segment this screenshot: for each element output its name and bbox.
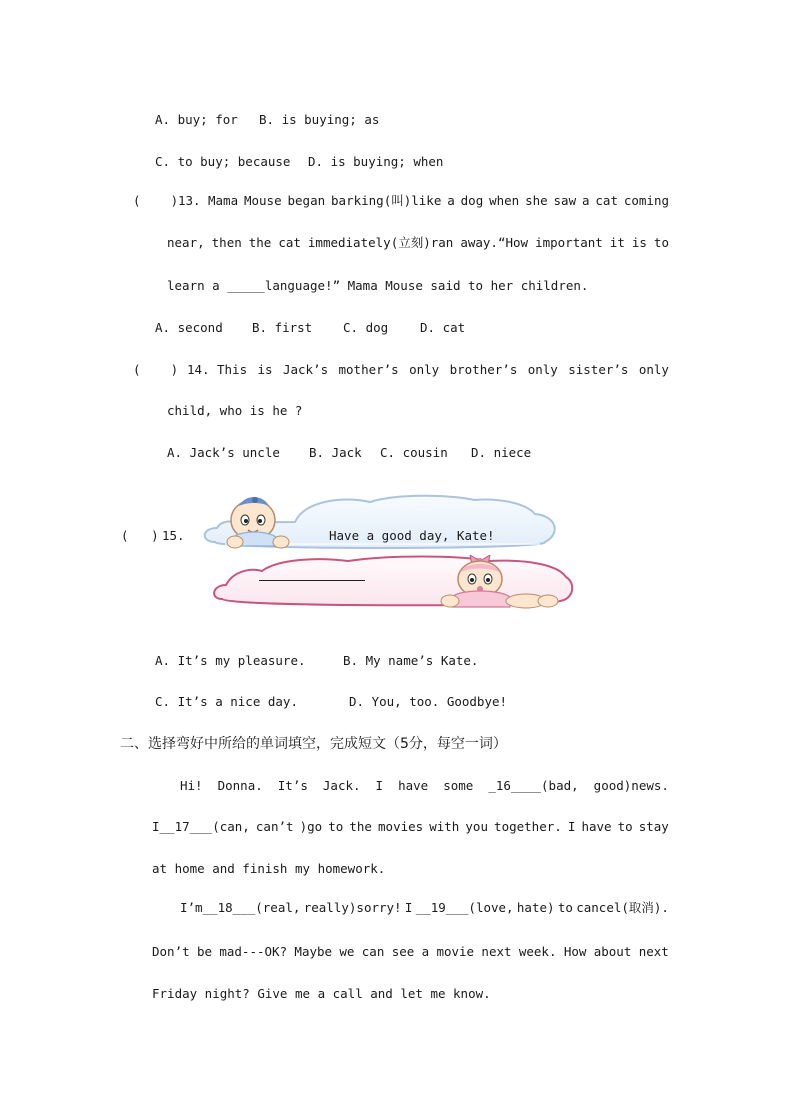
word: to [328, 819, 344, 834]
word: dog [460, 193, 484, 208]
word: Donna. [217, 778, 263, 793]
q15-option-a: A. It’s my pleasure. [155, 653, 306, 668]
word: only [409, 362, 440, 377]
word: have [398, 778, 429, 793]
word: I__17___(can, [152, 819, 250, 834]
word: How [563, 944, 587, 959]
word: __19___(love, [415, 900, 514, 915]
passage-p2-line1 [180, 900, 669, 916]
q12-option-a: A. buy; for [155, 112, 238, 127]
q13-option-c: C. dog [343, 320, 389, 335]
word: Jack’s [282, 362, 329, 377]
word: I [404, 900, 413, 915]
word: Maybe [294, 944, 333, 959]
word: have [581, 819, 612, 834]
word: movies [378, 819, 424, 834]
speech-bubble-text: Have a good day, Kate! [329, 528, 495, 543]
word: movie [436, 944, 475, 959]
word: together. [494, 819, 562, 834]
word: the [349, 819, 372, 834]
word: a [447, 193, 455, 208]
word: to [653, 235, 669, 250]
word: good)news. [593, 778, 669, 793]
word: coming [623, 193, 669, 208]
q14-option-a: A. Jack’s uncle [167, 445, 280, 460]
word: mad---OK? [219, 944, 288, 959]
word: to [617, 819, 633, 834]
word: week. [518, 944, 557, 959]
q13-line3: learn a _____language!” Mama Mouse said to her children. [167, 278, 589, 293]
word: cat [595, 193, 618, 208]
q15-answer-bracket[interactable]: ( ) [121, 528, 159, 543]
word: I’m__18___(real, [180, 900, 301, 915]
word: _16____(bad, [488, 778, 579, 793]
word: saw [553, 193, 577, 208]
word: can [361, 944, 385, 959]
speech-cloud-boy [195, 492, 565, 554]
word: stay [638, 819, 669, 834]
q14-answer-bracket[interactable]: ( ) [133, 362, 179, 377]
word: cancel(取消). [576, 900, 669, 915]
word: see [391, 944, 415, 959]
baby-girl-icon [430, 555, 570, 609]
q13-answer-bracket[interactable]: ( ) [133, 193, 179, 208]
word: Mama [208, 193, 239, 208]
word: when [489, 193, 520, 208]
passage-p2-line2 [152, 944, 669, 960]
q15-option-c: C. It’s a nice day. [155, 694, 298, 709]
word: can’t [255, 819, 294, 834]
q12-option-c: C. to buy; because [155, 154, 291, 169]
word: away.“How [460, 235, 529, 250]
q14-line1 [217, 362, 669, 378]
word: next [638, 944, 669, 959]
word: then [211, 235, 242, 250]
word: the [248, 235, 272, 250]
word: Hi! [180, 778, 203, 793]
word: a [421, 944, 430, 959]
word: is [257, 362, 273, 377]
word: a [581, 193, 590, 208]
q13-number: 13. [178, 193, 201, 208]
q14-number: 14. [187, 362, 210, 377]
word: she [525, 193, 548, 208]
q14-option-b: B. Jack [309, 445, 362, 460]
word: next [481, 944, 512, 959]
passage-p1-line3: at home and finish my homework. [152, 861, 386, 876]
q13-option-a: A. second [155, 320, 223, 335]
passage-p1-line2 [152, 819, 669, 835]
word: hate) [516, 900, 555, 915]
word: some [443, 778, 474, 793]
word: be [196, 944, 213, 959]
word: near, [167, 235, 205, 250]
q15-number: 15. [162, 528, 185, 543]
word: immediately(立刻)ran [307, 235, 454, 250]
q13-line2 [167, 235, 669, 251]
word: you [465, 819, 488, 834]
q14-option-c: C. cousin [380, 445, 448, 460]
q15-option-d: D. You, too. Goodbye! [349, 694, 508, 709]
word: to [557, 900, 573, 915]
word: we [339, 944, 355, 959]
word: )go [299, 819, 323, 834]
word: sister’s [568, 362, 629, 377]
word: I [567, 819, 576, 834]
word: Jack. [322, 778, 361, 793]
speech-cloud-girl [208, 555, 578, 611]
word: brother’s [449, 362, 518, 377]
q12-option-d: D. is buying; when [308, 154, 444, 169]
q13-option-d: D. cat [420, 320, 466, 335]
word: only [638, 362, 669, 377]
q13-line1 [208, 193, 669, 209]
word: cat [278, 235, 301, 250]
word: began [287, 193, 326, 208]
word: about [593, 944, 632, 959]
word: is [631, 235, 647, 250]
word: it [609, 235, 625, 250]
word: barking(叫)like [331, 193, 442, 208]
baby-boy-icon [225, 494, 315, 549]
word: Mouse [243, 193, 282, 208]
word: important [535, 235, 603, 250]
q15-option-b: B. My name’s Kate. [343, 653, 479, 668]
q14-option-d: D. niece [471, 445, 532, 460]
section-heading: 二、选择弯好中所给的单词填空，完成短文（5分，每空一词） [120, 736, 507, 752]
q13-option-b: B. first [252, 320, 313, 335]
word: with [429, 819, 460, 834]
word: I [375, 778, 384, 793]
word: Don’t [152, 944, 190, 959]
answer-blank-line[interactable] [259, 580, 365, 581]
word: only [527, 362, 558, 377]
word: really)sorry! [303, 900, 402, 915]
word: mother’s [338, 362, 399, 377]
passage-p2-line3: Friday night? Give me a call and let me know. [152, 986, 491, 1001]
word: This [217, 362, 248, 377]
q14-line2: child, who is he ? [167, 403, 303, 418]
word: It’s [277, 778, 308, 793]
passage-p1-line1 [180, 778, 669, 794]
q12-option-b: B. is buying; as [259, 112, 380, 127]
